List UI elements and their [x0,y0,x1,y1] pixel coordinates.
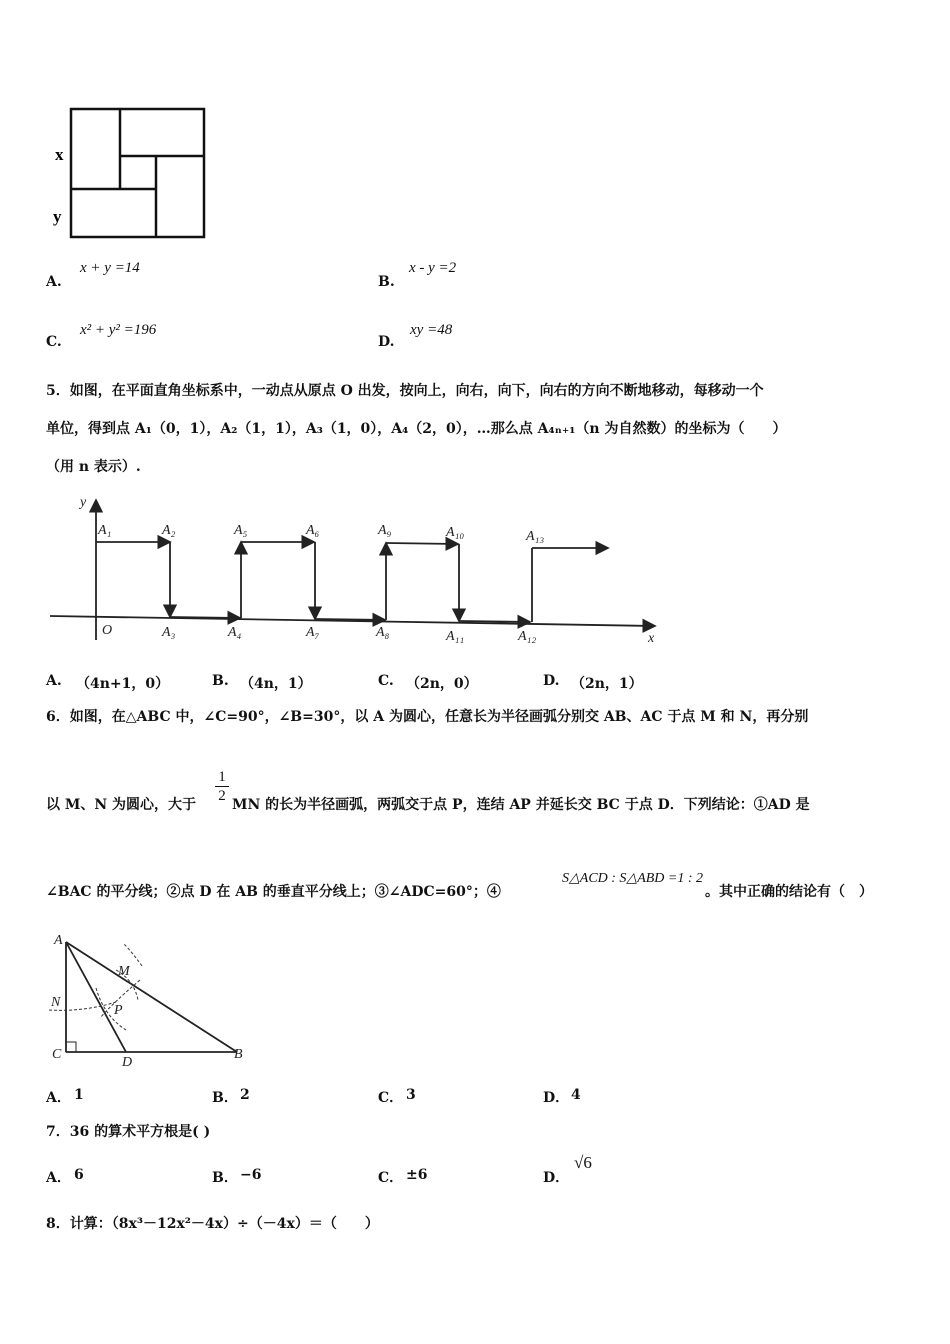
q6-option-a-letter: A． [46,1090,71,1106]
q6-option-b-text: 2 [240,1087,250,1103]
q4-option-b-letter: B. [378,274,395,290]
q6-stem-line3b: 。其中正确的结论有（ ） [705,884,873,900]
q5-option-a-letter: A. [46,673,62,689]
q4-label-x: x [55,145,64,164]
q6-option-c-letter: C． [378,1090,404,1106]
q5-point-a2: A₂ [162,523,176,538]
q5-point-a10: A₁₀ [446,525,465,540]
q6-stem-line1: 6．如图，在△ABC 中，∠C=90°，∠B=30°，以 A 为圆心，任意长为半径画弧分别交 AB、AC 于点 M 和 N，再分别 [46,709,809,725]
q5-point-a13: A₁₃ [526,529,545,544]
q6-area-ratio: S△ACD : S△ABD =1 : 2 [562,871,704,886]
q7-option-a-letter: A． [46,1170,71,1186]
q5-point-a7: A₇ [306,625,320,640]
q7-stem: 7．36 的算术平方根是( ) [46,1124,211,1140]
q5-point-a5: A₅ [234,523,248,538]
q6-option-d-letter: D． [543,1090,570,1106]
q4-option-a-expr: x + y =14 [80,260,140,276]
q4-option-c-expr: x² + y² =196 [80,322,157,338]
q5-stem-line2: 单位，得到点 A₁（0，1），A₂（1，1），A₃（1，0），A₄（2，0），…那么点 A₄ₙ₊₁（n 为自然数）的坐标为（ ） [46,421,787,437]
q5-point-a4: A₄ [228,625,242,640]
q5-stem-line3: （用 n 表示）. [46,459,141,475]
q6-stem-line3a: ∠BAC 的平分线；②点 D 在 AB 的垂直平分线上；③∠ADC=60°；④ [46,884,501,900]
q6-stem-line2b: MN 的长为半径画弧，两弧交于点 P，连结 AP 并延长交 BC 于点 D．下列结论：①AD 是 [232,797,810,813]
q5-option-b-letter: B. [212,673,229,689]
q6-point-d: D [122,1055,133,1070]
q5-point-a8: A₈ [376,625,390,640]
q4-option-b-expr: x - y =2 [409,260,457,276]
q4-rectangle-figure [50,100,220,250]
q6-point-n: N [51,995,61,1010]
q6-point-c: C [52,1047,62,1062]
q6-point-b: B [234,1047,243,1062]
q6-fraction-numerator: 1 [218,769,226,785]
q7-option-c-text: ±6 [406,1167,428,1183]
q6-point-m: M [118,964,130,979]
q5-y-axis-label: y [80,495,87,510]
q4-label-y: y [53,207,62,226]
q5-x-axis-label: x [648,631,655,646]
q5-option-d-letter: D. [543,673,560,689]
q5-origin-label: O [102,623,113,638]
q5-point-a12: A₁₂ [518,629,537,644]
q6-option-b-letter: B． [212,1090,238,1106]
q6-stem-line2a: 以 M、N 为圆心，大于 [46,797,197,813]
q5-point-a9: A₉ [378,523,392,538]
q7-option-d-text: √6 [574,1153,592,1172]
q5-stem-line1: 5．如图，在平面直角坐标系中，一动点从原点 O 出发，按向上，向右，向下，向右的方向不断地移动，每移动一个 [46,383,764,399]
q7-option-b-text: −6 [240,1167,262,1183]
q7-option-a-text: 6 [74,1167,84,1183]
q5-option-a-text: （4n+1，0） [76,676,170,692]
q7-option-d-letter: D． [543,1170,570,1186]
q5-option-d-text: （2n，1） [571,676,643,692]
q5-point-a11: A₁₁ [446,629,465,644]
q5-coordinate-figure [50,490,670,650]
q5-option-b-text: （4n，1） [240,676,312,692]
q5-point-a3: A₃ [162,625,176,640]
q7-option-c-letter: C． [378,1170,404,1186]
q6-option-d-text: 4 [571,1087,581,1103]
q5-point-a6: A₆ [306,523,320,538]
q7-option-b-letter: B． [212,1170,238,1186]
q6-fraction [215,768,229,805]
q5-option-c-text: （2n，0） [406,676,478,692]
q6-option-c-text: 3 [406,1087,416,1103]
q6-option-a-text: 1 [74,1087,84,1103]
q4-option-a-letter: A. [46,274,62,290]
q5-point-a1: A₁ [98,523,112,538]
q6-point-p: P [114,1003,123,1018]
q5-option-c-letter: C. [378,673,394,689]
q6-triangle-figure [44,930,254,1070]
q4-option-c-letter: C. [46,334,62,350]
q4-option-d-letter: D. [378,334,395,350]
q4-option-d-expr: xy =48 [410,322,453,338]
q6-fraction-denominator: 2 [215,786,229,805]
q8-stem: 8．计算：（8x³－12x²－4x）÷（－4x）＝（ ） [46,1216,379,1232]
q6-point-a: A [54,933,63,948]
